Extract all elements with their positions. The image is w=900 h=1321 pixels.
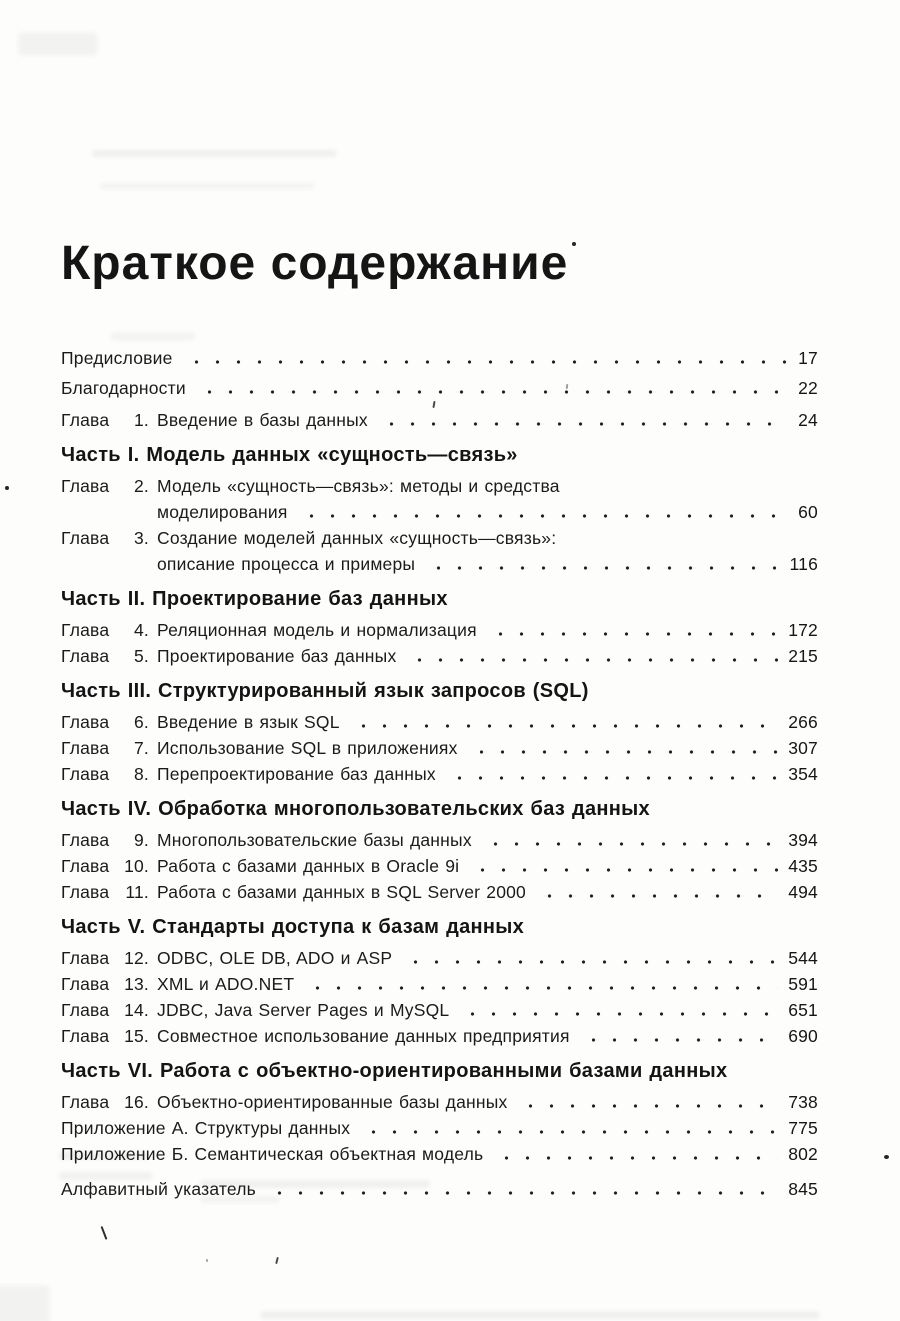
page-number: 845: [788, 1179, 818, 1199]
chapter-title-line: [157, 1023, 818, 1049]
chapter-title: [157, 879, 818, 905]
chapter-title-text: Совместное использование данных предприятия: [157, 1026, 570, 1046]
page-number: 651: [788, 1000, 818, 1020]
toc-chapter-entry: [61, 971, 818, 997]
part-heading: [61, 678, 818, 704]
chapter-number: 14.: [124, 1000, 149, 1020]
chapter-word: Глава: [61, 1026, 110, 1046]
chapter-number: 8.: [134, 764, 149, 784]
chapter-title: [157, 709, 818, 735]
chapter-title-text: описание процесса и примеры: [157, 554, 416, 574]
page-number: 591: [788, 974, 818, 994]
dot-leader: [579, 1038, 779, 1042]
stray-backslash: [101, 1226, 108, 1240]
dot-leader: [377, 422, 788, 426]
chapter-label: [61, 761, 149, 787]
chapter-number: 12.: [124, 948, 149, 968]
dot-leader: [481, 842, 778, 846]
page-number: 494: [788, 882, 818, 902]
chapter-title-line: [157, 407, 818, 433]
chapter-title: [157, 971, 818, 997]
chapter-word: Глава: [61, 882, 110, 902]
dot-leader: [349, 724, 779, 728]
chapter-title: [157, 1023, 818, 1049]
chapter-title-line: [157, 761, 818, 787]
chapter-title-line: [157, 827, 818, 853]
toc-list: [61, 343, 818, 1202]
chapter-word: Глава: [61, 764, 110, 784]
page-number: 435: [788, 856, 818, 876]
chapter-title: [157, 643, 818, 669]
toc-entry: [61, 1176, 818, 1202]
toc-entry-label: Алфавитный указатель: [61, 1179, 256, 1199]
chapter-word: Глава: [61, 974, 110, 994]
page-number: 266: [788, 712, 818, 732]
chapter-label: [61, 853, 149, 879]
chapter-label: [61, 945, 149, 971]
dot-leader: [401, 960, 778, 964]
chapter-title-text: Проектирование баз данных: [157, 646, 397, 666]
page-number: 22: [798, 378, 818, 398]
chapter-word: Глава: [61, 1092, 110, 1112]
page-number: 544: [788, 948, 818, 968]
page-number: 215: [788, 646, 818, 666]
chapter-label: [61, 971, 149, 997]
chapter-label: [61, 709, 149, 735]
dot-leader: [303, 986, 778, 990]
chapter-label: [61, 879, 149, 905]
chapter-title: [157, 617, 818, 643]
part-heading-label: Часть I. Модель данных «сущность—связь»: [61, 444, 518, 466]
dot-leader: [182, 360, 789, 364]
toc-chapter-entry: [61, 853, 818, 879]
part-heading-label: Часть VI. Работа с объектно-ориентированными базами данных: [61, 1060, 728, 1082]
chapter-title-text: Введение в язык SQL: [157, 712, 340, 732]
toc-entry-label: Благодарности: [61, 378, 186, 398]
chapter-title-line: [157, 971, 818, 997]
dot-leader: [405, 658, 778, 662]
toc-entry: [61, 1141, 818, 1167]
part-heading-label: Часть III. Структурированный язык запросов (SQL): [61, 680, 589, 702]
chapter-title-line: [157, 853, 818, 879]
chapter-title-text: ODBC, OLE DB, ADO и ASP: [157, 948, 393, 968]
chapter-title-text: Реляционная модель и нормализация: [157, 620, 477, 640]
chapter-number: 7.: [134, 738, 149, 758]
chapter-number: 9.: [134, 830, 149, 850]
right-margin-dot: [884, 1155, 889, 1159]
chapter-label: [61, 407, 149, 433]
dot-leader: [492, 1156, 778, 1160]
chapter-title-text: Многопользовательские базы данных: [157, 830, 472, 850]
chapter-title-text: Объектно-ориентированные базы данных: [157, 1092, 508, 1112]
chapter-number: 15.: [124, 1026, 149, 1046]
chapter-title-text: Использование SQL в приложениях: [157, 738, 458, 758]
chapter-title-line: Модель «сущность—связь»: методы и средства: [157, 476, 560, 496]
scan-smudge: [92, 150, 337, 157]
part-heading: [61, 442, 818, 468]
chapter-number: 3.: [134, 528, 149, 548]
chapter-label: [61, 643, 149, 669]
page-number: 17: [798, 348, 818, 368]
chapter-word: Глава: [61, 856, 110, 876]
chapter-number: 5.: [134, 646, 149, 666]
toc-chapter-entry: [61, 997, 818, 1023]
chapter-title-line: [157, 551, 818, 577]
dot-leader: [535, 894, 778, 898]
chapter-number: 1.: [134, 410, 149, 430]
chapter-title-text: Работа с базами данных в Oracle 9i: [157, 856, 460, 876]
toc-chapter-entry: [61, 407, 818, 433]
page-number: 116: [789, 554, 818, 574]
chapter-title-line: [157, 643, 818, 669]
page-number: 690: [788, 1026, 818, 1046]
part-heading-label: Часть II. Проектирование баз данных: [61, 588, 448, 610]
chapter-number: 16.: [124, 1092, 149, 1112]
page-number: 172: [788, 620, 818, 640]
page-number: 354: [788, 764, 818, 784]
chapter-title-text: XML и ADO.NET: [157, 974, 295, 994]
chapter-title: [157, 853, 818, 879]
dot-leader: [265, 1191, 778, 1195]
scan-smudge: [260, 1311, 820, 1319]
chapter-title: [157, 407, 818, 433]
chapter-title: [157, 827, 818, 853]
chapter-title: [157, 761, 818, 787]
part-heading-label: Часть V. Стандарты доступа к базам данных: [61, 916, 525, 938]
toc-chapter-entry: [61, 879, 818, 905]
chapter-title-text: Перепроектирование баз данных: [157, 764, 436, 784]
chapter-word: Глава: [61, 476, 110, 496]
dot-leader: [458, 1012, 778, 1016]
scan-smudge: [110, 332, 195, 341]
chapter-word: Глава: [61, 830, 110, 850]
chapter-word: Глава: [61, 620, 110, 640]
toc-entry: [61, 1115, 818, 1141]
page-title: Краткое содержание: [61, 237, 569, 290]
toc-chapter-entry: [61, 525, 818, 577]
scan-smudge: [18, 32, 98, 56]
chapter-word: Глава: [61, 646, 110, 666]
toc-chapter-entry: [61, 827, 818, 853]
chapter-title-line: [157, 709, 818, 735]
page-number: 738: [788, 1092, 818, 1112]
chapter-title: [157, 945, 818, 971]
stray-dot: [206, 1259, 208, 1262]
chapter-label: [61, 735, 149, 761]
dot-leader: [195, 390, 788, 394]
chapter-word: Глава: [61, 528, 110, 548]
chapter-title: [157, 1089, 818, 1115]
chapter-title-line: Создание моделей данных «сущность—связь»:: [157, 528, 557, 548]
chapter-title-line: [157, 735, 818, 761]
chapter-number: 6.: [134, 712, 149, 732]
chapter-title-line: [157, 1089, 818, 1115]
page-number: 24: [798, 410, 818, 430]
toc-entry-label: Предисловие: [61, 348, 173, 368]
dot-leader: [424, 566, 779, 570]
toc-chapter-entry: [61, 643, 818, 669]
part-heading: [61, 796, 818, 822]
chapter-word: Глава: [61, 712, 110, 732]
dot-leader: [486, 632, 778, 636]
chapter-word: Глава: [61, 410, 110, 430]
chapter-title-text: JDBC, Java Server Pages и MySQL: [157, 1000, 450, 1020]
chapter-number: 13.: [124, 974, 149, 994]
dot-leader: [468, 868, 778, 872]
chapter-label: [61, 997, 149, 1023]
chapter-title-line: [157, 617, 818, 643]
page-number: 802: [788, 1144, 818, 1164]
chapter-title-text: Введение в базы данных: [157, 410, 368, 430]
page-number: 307: [788, 738, 818, 758]
toc-chapter-entry: [61, 709, 818, 735]
chapter-label: [61, 473, 149, 499]
chapter-word: Глава: [61, 948, 110, 968]
dot-leader: [467, 750, 779, 754]
part-heading: [61, 1058, 818, 1084]
chapter-label: [61, 827, 149, 853]
toc-chapter-entry: [61, 1089, 818, 1115]
toc-entry: [61, 343, 818, 373]
dot-leader: [516, 1104, 778, 1108]
toc-chapter-entry: [61, 1023, 818, 1049]
chapter-title-text: Работа с базами данных в SQL Server 2000: [157, 882, 526, 902]
chapter-label: [61, 525, 149, 551]
chapter-number: 2.: [134, 476, 149, 496]
dot-leader: [359, 1130, 778, 1134]
chapter-title-line: [157, 499, 818, 525]
toc-entry: [61, 373, 818, 403]
toc-entry-label: Приложение А. Структуры данных: [61, 1118, 351, 1138]
chapter-number: 10.: [124, 856, 149, 876]
toc-chapter-entry: [61, 735, 818, 761]
chapter-title: [157, 473, 818, 525]
toc-chapter-entry: [61, 945, 818, 971]
chapter-title-line: [157, 879, 818, 905]
part-heading: [61, 914, 818, 940]
scan-smudge: [0, 1285, 50, 1321]
toc-chapter-entry: [61, 761, 818, 787]
chapter-label: [61, 1089, 149, 1115]
chapter-title-line: [157, 997, 818, 1023]
toc-chapter-entry: [61, 473, 818, 525]
dot-leader: [445, 776, 778, 780]
left-margin-dot: [5, 486, 9, 490]
chapter-title: [157, 997, 818, 1023]
toc-chapter-entry: [61, 617, 818, 643]
chapter-title-text: моделирования: [157, 502, 288, 522]
part-heading-label: Часть IV. Обработка многопользовательских баз данных: [61, 798, 650, 820]
chapter-word: Глава: [61, 1000, 110, 1020]
chapter-label: [61, 617, 149, 643]
stray-comma: [275, 1257, 279, 1264]
dot-leader: [297, 514, 789, 518]
page-number: 394: [788, 830, 818, 850]
chapter-label: [61, 1023, 149, 1049]
chapter-number: 4.: [134, 620, 149, 640]
page-number: 60: [798, 502, 818, 522]
chapter-word: Глава: [61, 738, 110, 758]
chapter-title: [157, 735, 818, 761]
part-heading: [61, 586, 818, 612]
toc-entry-label: Приложение Б. Семантическая объектная модель: [61, 1144, 484, 1164]
chapter-title-line: [157, 945, 818, 971]
chapter-number: 11.: [125, 882, 149, 902]
scan-smudge: [100, 183, 315, 189]
chapter-title: [157, 525, 818, 577]
stray-dot: [572, 242, 576, 246]
page-number: 775: [788, 1118, 818, 1138]
